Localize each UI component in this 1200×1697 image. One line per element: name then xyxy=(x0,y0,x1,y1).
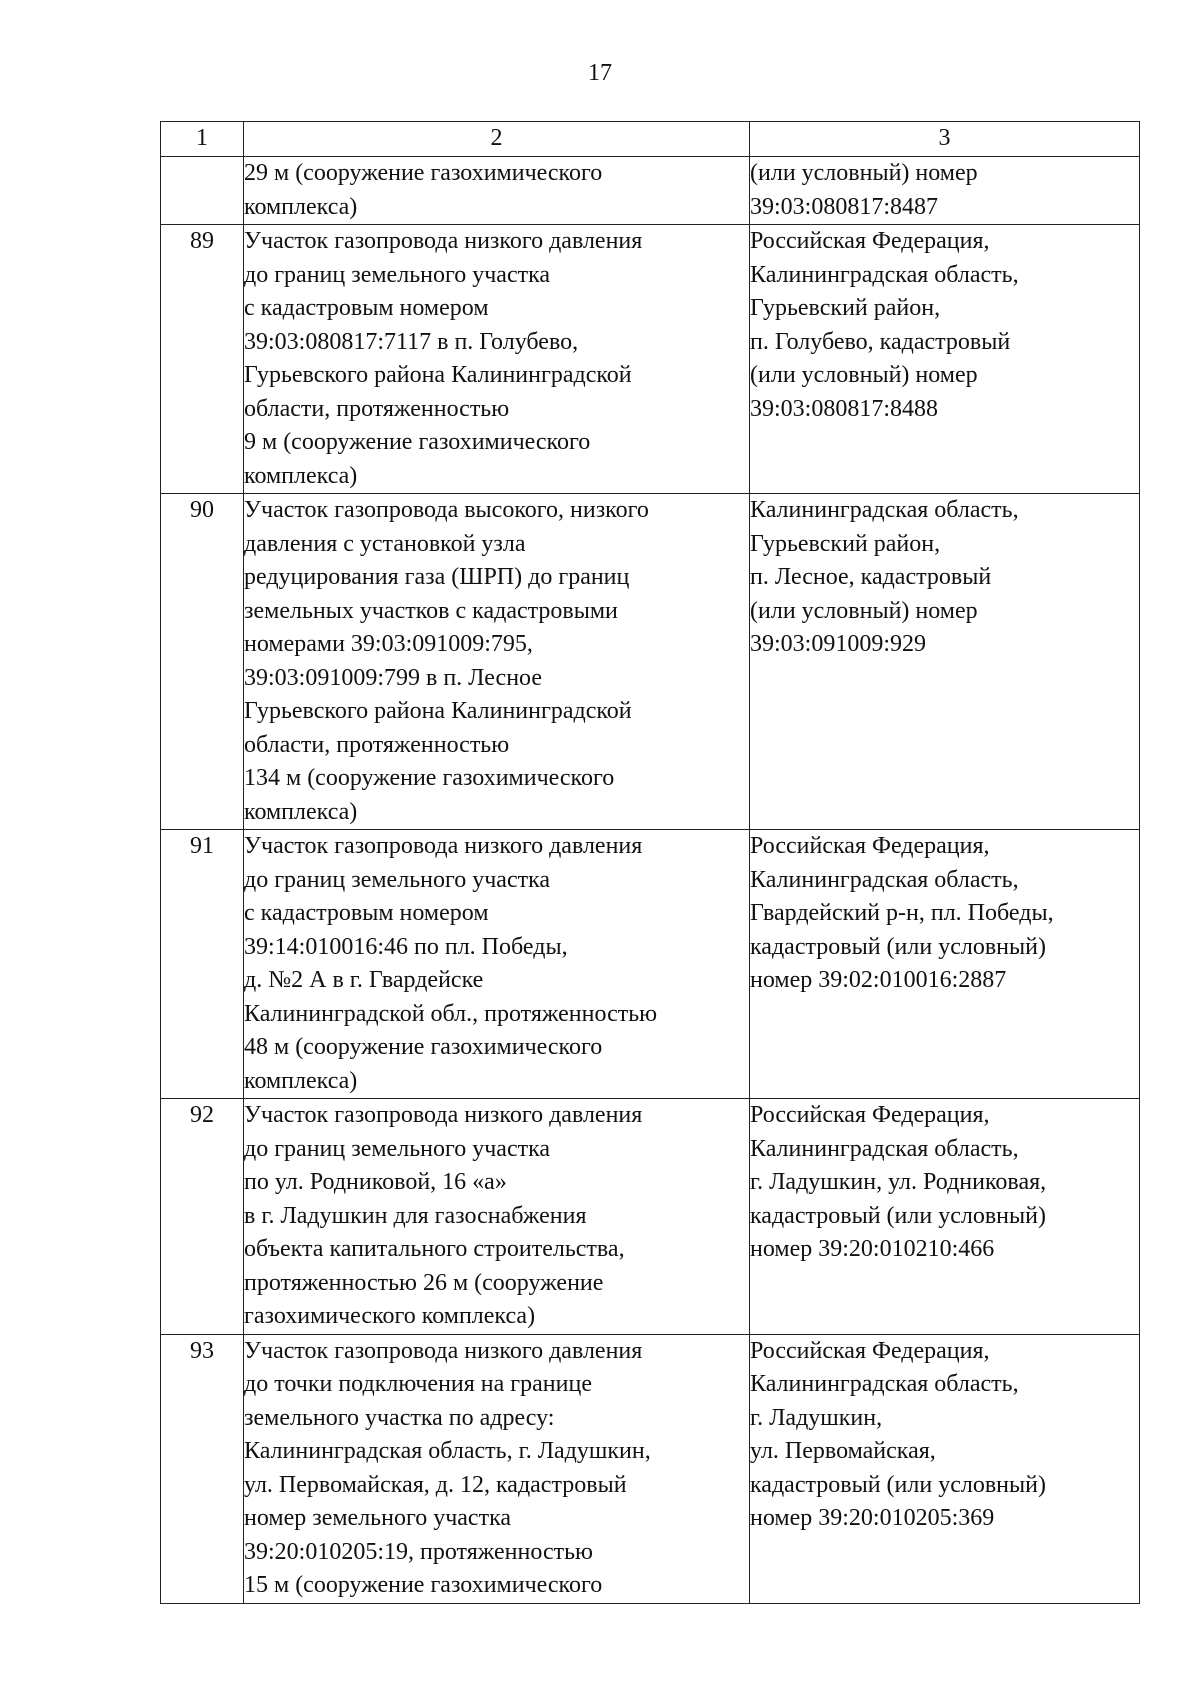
description-line: с кадастровым номером xyxy=(244,295,489,321)
description-line: редуцирования газа (ШРП) до границ xyxy=(244,564,630,590)
address-line: номер 39:02:010016:2887 xyxy=(750,967,1007,993)
address-line: п. Лесное, кадастровый xyxy=(750,564,992,590)
object-address xyxy=(750,494,1140,830)
description-line: комплекса) xyxy=(244,1067,358,1094)
row-number: 89 xyxy=(161,225,244,494)
address-line: 39:03:091009:929 xyxy=(750,631,927,657)
object-description xyxy=(244,830,750,1099)
description-line: комплекса) xyxy=(244,462,358,489)
address-line: Калининградская область, xyxy=(750,261,1019,288)
object-description xyxy=(244,225,750,494)
description-line: д. №2 А в г. Гвардейске xyxy=(244,967,484,993)
address-line: (или условный) номер xyxy=(750,160,978,186)
description-line: комплекса) xyxy=(244,798,358,825)
page-number: 17 xyxy=(588,60,612,86)
description-line: 39:03:091009:799 в п. Лесное xyxy=(244,664,542,691)
description-line: объекта капитального строительства, xyxy=(244,1236,625,1262)
description-line: Участок газопровода низкого давления xyxy=(244,1337,643,1364)
address-line: г. Ладушкин, xyxy=(750,1404,883,1431)
column-header-3: 3 xyxy=(750,122,1140,157)
description-line: Участок газопровода низкого давления xyxy=(244,833,643,859)
description-line: Калининградской обл., протяженностью xyxy=(244,1000,658,1027)
address-line: Калининградская область, xyxy=(750,866,1019,893)
object-description xyxy=(244,1099,750,1335)
address-line: г. Ладушкин, ул. Родниковая, xyxy=(750,1169,1047,1195)
description-line: земельного участка по адресу: xyxy=(244,1404,555,1431)
description-line: до границ земельного участка xyxy=(244,866,551,893)
registry-table xyxy=(160,121,1140,1604)
description-line: до точки подключения на границе xyxy=(244,1371,592,1397)
address-line: кадастровый (или условный) xyxy=(750,1202,1046,1229)
address-line: номер 39:20:010205:369 xyxy=(750,1505,995,1531)
address-line: Гурьевский район, xyxy=(750,530,941,557)
description-line: 29 м (сооружение газохимического xyxy=(244,160,603,186)
description-line: с кадастровым номером xyxy=(244,900,489,926)
description-line: номер земельного участка xyxy=(244,1505,512,1531)
row-number: 92 xyxy=(161,1099,244,1335)
description-line: до границ земельного участка xyxy=(244,1135,551,1162)
description-line: в г. Ладушкин для газоснабжения xyxy=(244,1202,587,1229)
description-line: до границ земельного участка xyxy=(244,261,551,288)
description-line: 39:20:010205:19, протяженностью xyxy=(244,1538,593,1565)
description-line: 48 м (сооружение газохимического xyxy=(244,1034,603,1060)
description-line: Гурьевского района Калининградской xyxy=(244,698,632,724)
description-line: области, протяженностью xyxy=(244,731,510,758)
address-line: п. Голубево, кадастровый xyxy=(750,328,1011,355)
address-line: Российская Федерация, xyxy=(750,833,990,859)
address-line: Калининградская область, xyxy=(750,497,1019,523)
description-line: 15 м (сооружение газохимического xyxy=(244,1572,603,1598)
description-line: области, протяженностью xyxy=(244,395,510,422)
description-line: комплекса) xyxy=(244,193,358,220)
description-line: 39:03:080817:7117 в п. Голубево, xyxy=(244,328,579,355)
address-line: номер 39:20:010210:466 xyxy=(750,1236,995,1262)
table-row xyxy=(161,494,1140,830)
description-line: Калининградская область, г. Ладушкин, xyxy=(244,1438,651,1464)
table-row xyxy=(161,157,1140,225)
address-line: Российская Федерация, xyxy=(750,1337,990,1364)
address-line: Гвардейский р-н, пл. Победы, xyxy=(750,900,1054,926)
description-line: по ул. Родниковой, 16 «а» xyxy=(244,1169,507,1195)
object-address xyxy=(750,1334,1140,1603)
description-line: газохимического комплекса) xyxy=(244,1303,536,1329)
description-line: Участок газопровода низкого давления xyxy=(244,228,643,254)
row-number: 93 xyxy=(161,1334,244,1603)
address-line: кадастровый (или условный) xyxy=(750,933,1046,960)
table-row xyxy=(161,1099,1140,1335)
address-line: ул. Первомайская, xyxy=(750,1438,936,1464)
description-line: ул. Первомайская, д. 12, кадастровый xyxy=(244,1471,627,1498)
description-line: протяженностью 26 м (сооружение xyxy=(244,1269,604,1296)
description-line: номерами 39:03:091009:795, xyxy=(244,631,533,657)
address-line: Гурьевский район, xyxy=(750,295,941,321)
object-address xyxy=(750,830,1140,1099)
address-line: 39:03:080817:8488 xyxy=(750,395,939,422)
object-description xyxy=(244,494,750,830)
row-number: 90 xyxy=(161,494,244,830)
table-body xyxy=(161,157,1140,1604)
column-header-2: 2 xyxy=(244,122,750,157)
description-line: 39:14:010016:46 по пл. Победы, xyxy=(244,933,568,960)
description-line: 9 м (сооружение газохимического xyxy=(244,429,591,455)
address-line: 39:03:080817:8487 xyxy=(750,193,939,220)
address-line: Калининградская область, xyxy=(750,1371,1019,1397)
column-header-1: 1 xyxy=(161,122,244,157)
description-line: давления с установкой узла xyxy=(244,530,526,557)
object-address xyxy=(750,157,1140,225)
object-address xyxy=(750,225,1140,494)
address-line: Российская Федерация, xyxy=(750,1102,990,1128)
row-number xyxy=(161,157,244,225)
table-header-row xyxy=(161,122,1140,157)
table-row xyxy=(161,1334,1140,1603)
description-line: Участок газопровода высокого, низкого xyxy=(244,497,649,523)
row-number: 91 xyxy=(161,830,244,1099)
table-row xyxy=(161,225,1140,494)
address-line: Калининградская область, xyxy=(750,1135,1019,1162)
address-line: Российская Федерация, xyxy=(750,228,990,254)
description-line: Участок газопровода низкого давления xyxy=(244,1102,643,1128)
description-line: 134 м (сооружение газохимического xyxy=(244,765,615,791)
address-line: (или условный) номер xyxy=(750,597,978,624)
address-line: кадастровый (или условный) xyxy=(750,1471,1046,1498)
object-address xyxy=(750,1099,1140,1335)
description-line: земельных участков с кадастровыми xyxy=(244,597,618,624)
address-line: (или условный) номер xyxy=(750,362,978,388)
table-row xyxy=(161,830,1140,1099)
object-description xyxy=(244,157,750,225)
object-description xyxy=(244,1334,750,1603)
description-line: Гурьевского района Калининградской xyxy=(244,362,632,388)
